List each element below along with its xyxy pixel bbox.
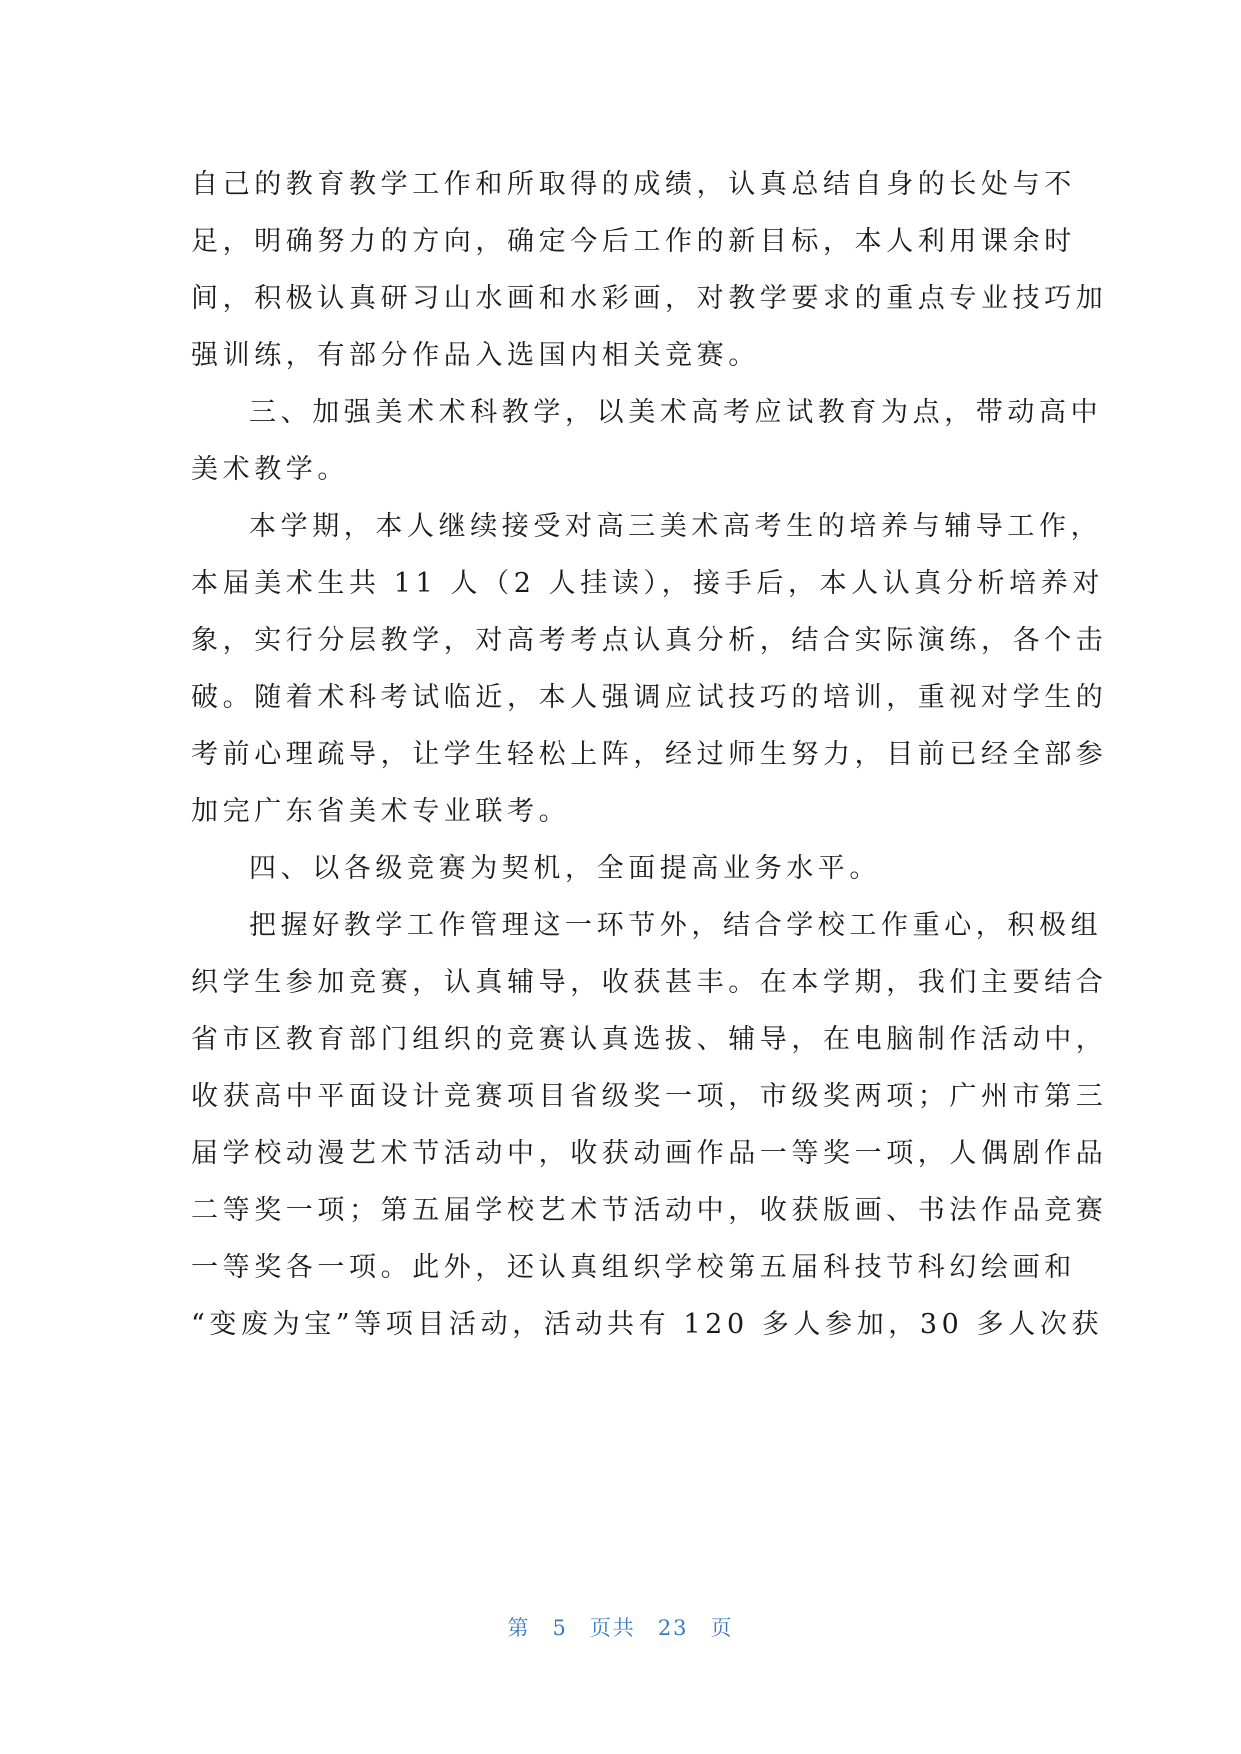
- body-line: 一等奖各一项。此外，还认真组织学校第五届科技节科幻绘画和: [191, 1252, 1076, 1283]
- body-line: 二等奖一项；第五届学校艺术节活动中，收获版画、书法作品竞赛: [191, 1195, 1108, 1226]
- body-line: 自己的教育教学工作和所取得的成绩，认真总结自身的长处与不: [191, 169, 1076, 200]
- body-line: 织学生参加竞赛，认真辅导，收获甚丰。在本学期，我们主要结合: [191, 967, 1108, 998]
- footer-suffix: 页: [710, 1616, 734, 1640]
- body-line: 本学期，本人继续接受对高三美术高考生的培养与辅导工作，: [249, 511, 1103, 542]
- footer-mid: 页共: [589, 1616, 636, 1640]
- body-line: 间，积极认真研习山水画和水彩画，对教学要求的重点专业技巧加: [191, 283, 1108, 314]
- body-line: 本届美术生共 11 人（2 人挂读），接手后，本人认真分析培养对: [191, 568, 1104, 599]
- footer-page-total: 23: [657, 1616, 689, 1640]
- body-line: 破。随着术科考试临近，本人强调应试技巧的培训，重视对学生的: [191, 682, 1108, 713]
- body-line: 考前心理疏导，让学生轻松上阵，经过师生努力，目前已经全部参: [191, 739, 1108, 770]
- body-line: 象，实行分层教学，对高考考点认真分析，结合实际演练，各个击: [191, 625, 1108, 656]
- section-heading: 四、以各级竞赛为契机，全面提高业务水平。: [249, 853, 881, 884]
- section-heading: 美术教学。: [191, 454, 349, 485]
- body-line: “变废为宝”等项目活动，活动共有 120 多人参加，30 多人次获: [191, 1309, 1104, 1340]
- body-line: 收获高中平面设计竞赛项目省级奖一项，市级奖两项；广州市第三: [191, 1081, 1108, 1112]
- body-line: 把握好教学工作管理这一环节外，结合学校工作重心，积极组: [249, 910, 1103, 941]
- section-heading: 三、加强美术术科教学，以美术高考应试教育为点，带动高中: [249, 397, 1103, 428]
- page-footer: [0, 1612, 1241, 1642]
- body-line: 加完广东省美术专业联考。: [191, 796, 571, 827]
- footer-page-number: 5: [552, 1616, 568, 1640]
- body-line: 足，明确努力的方向，确定今后工作的新目标，本人利用课余时: [191, 226, 1076, 257]
- body-line: 省市区教育部门组织的竞赛认真选拔、辅导，在电脑制作活动中，: [191, 1024, 1108, 1055]
- body-line: 强训练，有部分作品入选国内相关竞赛。: [191, 340, 760, 371]
- footer-prefix: 第: [507, 1616, 531, 1640]
- body-line: 届学校动漫艺术节活动中，收获动画作品一等奖一项，人偶剧作品: [191, 1138, 1108, 1169]
